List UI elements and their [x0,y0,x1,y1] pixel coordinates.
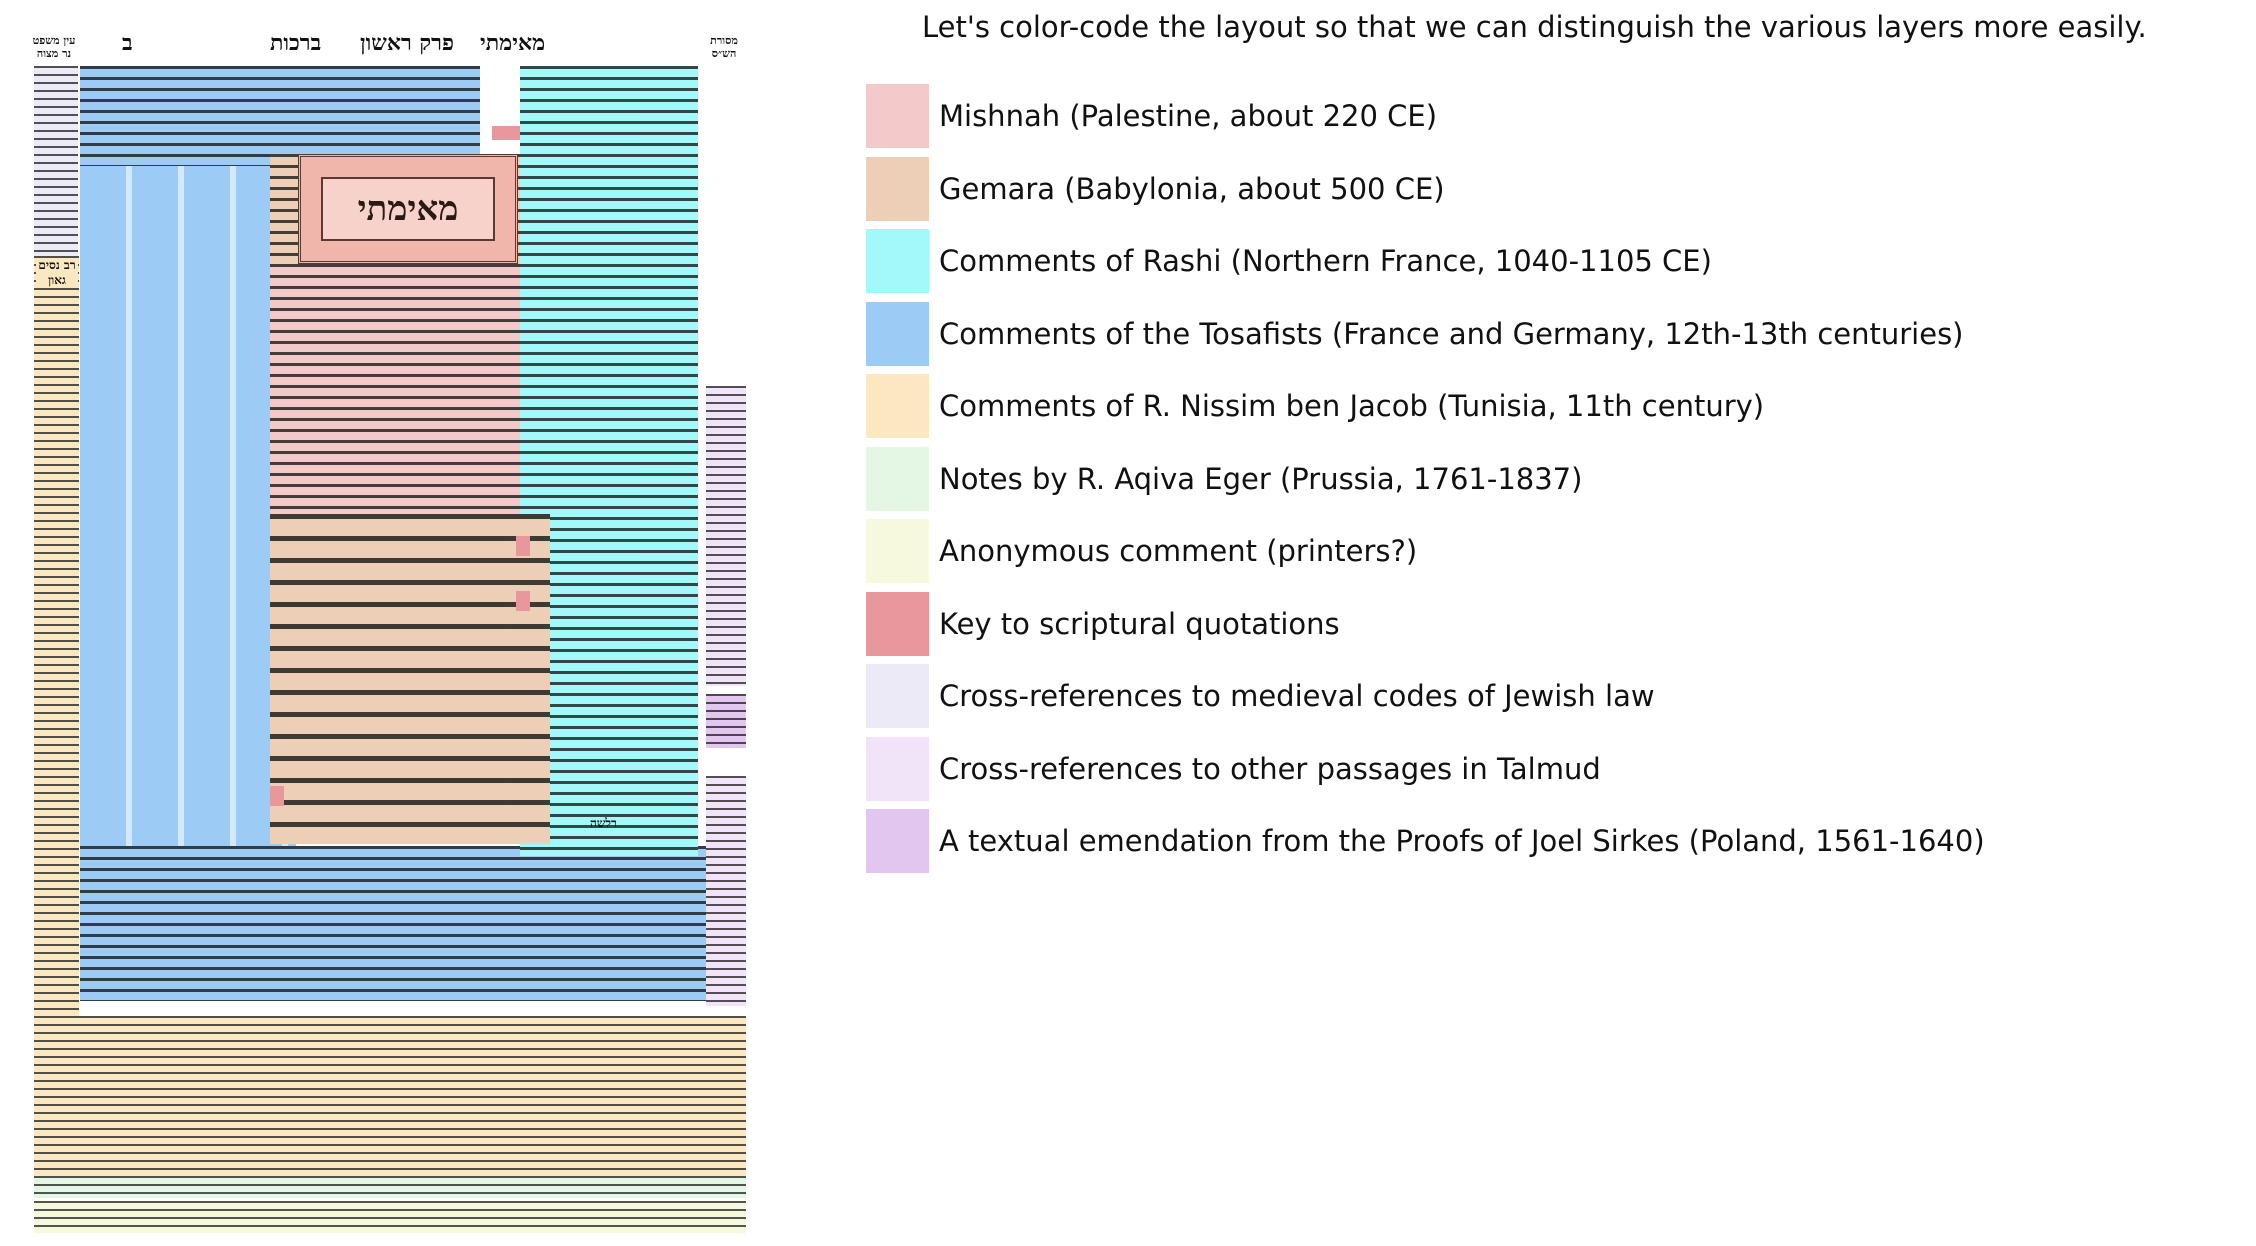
legend-item-nissim [866,370,2246,443]
ein-mishpat-note: עין משפט נר מצוה [32,34,76,60]
legend-label: Gemara (Babylonia, about 500 CE) [939,171,1445,206]
legend-item-gemara [866,153,2246,226]
chapter-title: מאימתי [480,30,546,56]
legend-item-talmud-refs [866,733,2246,806]
swatch-talmud-refs [866,737,929,801]
scripture-key-mark [492,126,520,140]
legend-label: Comments of R. Nissim ben Jacob (Tunisia, 11th century) [939,389,1765,424]
legend-label: Mishnah (Palestine, about 220 CE) [939,99,1438,134]
legend-intro-text: Let's color-code the layout so that we can distinguish the various layers more easily. [922,10,2147,44]
swatch-gemara [866,157,929,221]
chapter-name: פרק ראשון [360,30,454,56]
color-legend [866,80,2246,878]
codes-cross-reference-region [34,66,78,274]
swatch-anonymous [866,519,929,583]
swatch-aqiva-eger [866,447,929,511]
anonymous-comment [34,1201,746,1233]
legend-label: Comments of Rashi (Northern France, 1040-1105 CE) [939,244,1712,279]
talmud-page-header [30,26,750,66]
legend-item-mishnah [866,80,2246,153]
legend-item-tosafists [866,298,2246,371]
tosafot-bottom-band [80,846,720,1001]
mishnah-opening-word: מאימתי [357,189,459,229]
legend-item-sirkes [866,805,2246,878]
sirkes-emendation-region [706,694,746,748]
rabbenu-nissim-bottom-band [34,1016,746,1176]
legend-label: Key to scriptural quotations [939,606,1340,641]
swatch-nissim [866,374,929,438]
swatch-codes [866,664,929,728]
swatch-scripture-key [866,592,929,656]
masoret-hashas-note: מסורת הש״ס [710,34,738,60]
legend-label: Anonymous comment (printers?) [939,534,1418,569]
legend-item-codes [866,660,2246,733]
mishnah-opening-frame [298,154,518,264]
legend-item-scripture-key [866,588,2246,661]
swatch-mishnah [866,84,929,148]
talmud-cross-reference-region [706,776,746,1006]
legend-label: Cross-references to medieval codes of Jewish law [939,679,1655,714]
swatch-sirkes [866,809,929,873]
swatch-rashi [866,229,929,293]
legend-label: Notes by R. Aqiva Eger (Prussia, 1761-1837) [939,461,1583,496]
swatch-tosafists [866,302,929,366]
scripture-key-mark [516,536,530,556]
legend-label: Comments of the Tosafists (France and Germany, 12th-13th centuries) [939,316,1964,351]
scripture-key-mark [516,591,530,611]
legend-label: Cross-references to other passages in Talmud [939,751,1601,786]
gemara-lower-region [270,514,550,844]
mishnah-region [270,264,520,514]
footer-label: רלשה [590,816,617,830]
legend-item-anonymous [866,515,2246,588]
tosafot-top-strip [80,66,480,166]
legend-item-rashi [866,225,2246,298]
scripture-key-mark [270,786,284,806]
aqiva-eger-notes [34,1176,746,1198]
legend-label: A textual emendation from the Proofs of Joel Sirkes (Poland, 1561-1640) [939,824,1985,859]
ran-heading: רב נסים גאון [36,258,78,288]
tractate-name: ברכות [270,30,322,56]
talmud-cross-reference-region [706,386,746,686]
page-letter: ב [122,30,133,56]
talmud-page-image [30,26,750,1236]
legend-item-aqiva-eger [866,443,2246,516]
